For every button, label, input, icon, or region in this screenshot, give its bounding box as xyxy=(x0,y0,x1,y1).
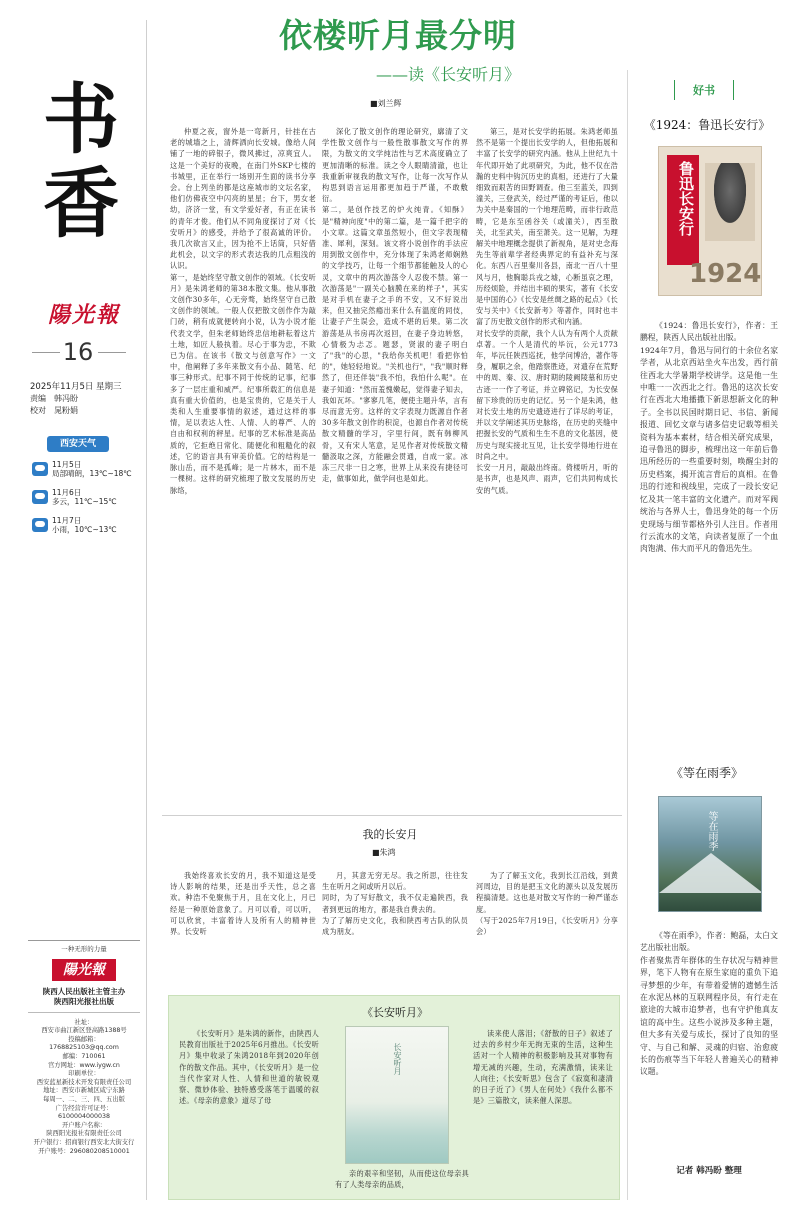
book1-description: 《1924：鲁迅长安行》，作者：王鹏程，陕西人民出版社出版。 1924年7月，鲁迅与同行的十余位名家学者，从北京西站坐火车出发，西行前往西北大学暑期学校讲学。这是他一生中唯一一次西北之行。鲁迅的这次长安行在西北大地播撒下新思想新文化的种子。全书以民国时期日记、书信、新闻报道、回忆文章与诸多信史记载等相关资料为基本素材，结合相关研究成果，追寻鲁迅的脚步，梳理出这一年前后鲁迅所经历的一些重要时刻，唤醒尘封的历史档案，揭开流言背后的真相。在鲁迅的行迹和视线里，完成了一段长安记忆及其一笔丰富的文化遗产。而对军阀统治与各界人士，鲁迅身处的每一个历史现场与细节都格外引人注目。作者用行云流水的文笔，向读者复原了一个血肉饱满、伟大而平凡的鲁迅先生。 xyxy=(640,321,778,554)
weather-day xyxy=(32,514,142,536)
article2-column-3: 为了了解玉文化，我到长江沿线，到黄河周边，目的是把玉文化的源头以及发展历程搞清楚。这也是对散文写作的一种严谨态度。 （写于2025年7月19日，《长安听月》分享会） xyxy=(476,871,618,937)
publisher-info: 社址： 西安市曲江新区登高路1388号 投稿邮箱： 1768825103@qq.com 邮编：710061 官方网址：www.iygw.cn 印刷单位： 西安蓝星新技术开发有限责任公司 地址：西安市新城区咸宁东路 每周一、二、三、四、五出版 广告经营许可证号： 6100004000038 开户账户名称： 陕西阳光报社有限责任公司 开户银行：招商银行西安北大街支行 开户账号：296080208510001 xyxy=(33,1018,135,1155)
article2-column-1: 我始终喜欢长安的月，我不知道这是受诗人影响的结果，还是出乎天性，总之喜欢。种浩不免聚焦于月，且在文化上，月已经是一种原始意象了。月可以看，可以听，可以欣赏，丰富着诗人及所有人的精神世界。长安听 xyxy=(170,871,316,937)
book2-cover-title: 等在雨季 xyxy=(706,811,717,851)
article1-column-1: 仲夏之夜，窗外是一弯新月，针挂在古老的城墙之上，清辉洒向长安城。像给人间铺了一地的碎银子，微风拂过，凉爽宜人。这是一个美好的夜晚，在南门外SKP七楼的书城里，正在举行一场别开生面的读书分享会。台上列坐的都是这座城市的文坛名家，他们仿佛夜空中闪亮的星星；台下，男女老幼，济济一堂，有文学爱好者，有正在读书的青年才俊。他们从不同角度探讨了对《长安听月》的感受，并给予了很高诚的评价。我几次欲言又止，因为抢不上话筒，只好借此机会，以文字的形式表达我的几点粗浅的认识。 第一，是始终坚守散文创作的领域。《长安听月》是朱鸿老师的第38本散文集。他从事散文创作30多年，心无旁骛，始终坚守自己散文创作的领域。一般人仅把散文创作作为敲门砖，稍有成就便转向小说，认为小说才能代表文学，但朱老师始终忠信地耕耘着这片土地，如匠人般执着。尽心于事为忠，不欺已为信。在该书《散文与创意写作》一文中，他阐释了多年来散文有小品、随笔、纪事三种形式。纪事不同于传统的记事，纪事多了一层庄重和威严。纪事所载汇的信息是真有重大价值的，也是宝贵的，它是关于人类和人生重要事情的叙述，通过这样的事情，足以表达人性、人情、人的尊严、人的自由和权利的秤星。纪事的艺术标准是高品质的，它拒绝日常化、随便化和粗糙化的叙述，它的语言具有审美价值。它的结构是一脉山岳，而不是孤峰；是一片林木，而不是一棵树。这样的研究梳理了散文发展的历史脉络， xyxy=(170,127,316,495)
issue-date: 2025年11月5日 星期三 xyxy=(30,382,122,392)
page-number: 16 xyxy=(62,338,94,366)
article1-author: ■刘兰辉 xyxy=(370,99,402,108)
book2-cover xyxy=(658,796,762,912)
intro-box-column-1: 《长安听月》是朱鸿的新作，由陕西人民教育出版社于2025年6月推出。《长安听月》集中收录了朱鸿2018年到2020年创作的散文作品。其中，《长安听月》是一位当代作家对人性、人情和世道的敏锐观察、微妙体验、独特感受落笔于温暖的叙述。《母亲的意象》道尽了母 xyxy=(179,1029,319,1106)
book1-title: 《1924：鲁迅长安行》 xyxy=(643,118,771,132)
weather-day xyxy=(32,458,142,480)
article-divider xyxy=(162,815,622,816)
editor: 责编 韩冯盼 xyxy=(30,394,78,403)
intro-book-cover xyxy=(345,1026,449,1164)
publisher-block xyxy=(28,940,140,1156)
weather-desc: 局部晴朗，13℃~18℃ xyxy=(52,469,132,478)
cloudy-icon xyxy=(32,490,48,504)
weather-desc: 小雨，10℃~13℃ xyxy=(52,525,117,534)
publisher-slogan: 一种无形的力量 xyxy=(28,940,140,954)
weather-date: 11月6日 xyxy=(52,488,82,497)
intro-box-column-3: 读来使人落泪；《舒散的日子》叙述了过去的乡村少年无拘无束的生活，这种生活对一个人精神的积极影响及其对事物有增无减的兴趣，生动，充满激情，读来让人向往；《长安听思》包含了《寂寞和凄清的日子近了》《男人在何处》《我什么都不是》三篇散文，读来催人深思。 xyxy=(473,1029,613,1106)
book1-cover-year: 1924 xyxy=(689,259,762,289)
intro-book-cover-title: 长安听月 xyxy=(393,1043,402,1075)
weather-day xyxy=(32,486,142,508)
column-title-char-1: 书 xyxy=(43,75,119,164)
column-title-char-2: 香 xyxy=(43,159,119,248)
sidebar-divider xyxy=(146,20,147,1200)
column-title xyxy=(38,75,124,248)
weather-date: 11月7日 xyxy=(52,516,82,525)
publisher-sponsor: 陕西人民出版社主管主办 陕西阳光报社出版 xyxy=(28,987,140,1013)
book1-cover xyxy=(658,146,762,296)
article2-column-2: 月，其意无穷无尽。我之所思，往往发生在听月之间或听月以后。 同时，为了写好散文，我不仅走遍陕西，我者到更远的地方，都是我自费去的。 为了了解历史文化，我和陕西考古队的队员成为朋友。 xyxy=(322,871,468,937)
intro-box xyxy=(168,995,620,1200)
paper-logo: 陽光報 xyxy=(47,302,120,328)
book1-cover-title: 鲁迅长安行 xyxy=(677,161,695,236)
article1-headline: 依楼听月最分明 xyxy=(279,16,517,55)
right-column-divider xyxy=(627,70,628,1200)
intro-box-column-2: 亲的艰辛和坚韧，从而使这位母亲具有了人类母亲的品质， xyxy=(335,1169,469,1190)
publisher-logo: 陽光報 xyxy=(52,959,116,981)
section-label: 好书 xyxy=(674,80,734,100)
page-number-rule-left xyxy=(32,352,60,353)
rain-icon xyxy=(32,518,48,532)
proofreader: 校对 晁粉娟 xyxy=(30,406,78,415)
intro-box-title: 《长安听月》 xyxy=(362,1006,428,1019)
book2-cover-mountain xyxy=(659,853,762,893)
book2-title: 《等在雨季》 xyxy=(670,766,743,780)
weather-date: 11月5日 xyxy=(52,460,82,469)
article1-column-2: 深化了散文创作的理论研究，廓清了文学性散文创作与一般性散事散文写作的界限，为散文的文学纯洁性与艺术高度确立了更加清晰的标准。读之令人眼睛清澈，也让我重新审视我的散文写作，让每一次写作从构思到语言运用都更加趋于严谨，不敢敷衍。 第二，是创作技艺的炉火纯青。《知酥》是"精神向度"中的第二篇，是一篇千把字的小文章。这篇文章虽然短小，但文字表现精准、犀利，深刻。该文将小说创作的手法应用到散文创作中，充分体现了朱鸿老师娴熟的文学技巧，让每一个细节都能触及人的心灵，文章中的两次游荡令人忍俊不禁。第一次游荡是"一副关心脑膜在来的样子"，其实是对手机在妻子之手的不安，又不好说出来，但又抽完然瘾出来什么有温度的同伎，让妻子产生误会，造成不堪的后果。第二次游荡是从书房再次返回，在妻子身边转悠，心情极为忐忑。题瑟，贤淑的妻子明白了"我"的心思，"我给你关机吧！看把你怕的"，她轻轻地说。"关机也行"，"我"顺时释然了，但还佯装"我不怕，我怕什么呢"。在妻子知道："然而羞愧嫩起，觉得妻子知去，我如瓦坏。"寥寥几笔，便使主题升华，言有尽而意无穷。这样的文字表现力既源自作者30多年散文创作的积淀，也源自作者对传统散文精髓的学习，字里行间，既有韩柳风骨，又有宋人笔意，足见作者对传统散文精髓汲取之深，方能融会贯通，自成一家。冰冻三尺非一日之寒，世界上从来没有捷径可走，做事如此，做学问也是如此。 xyxy=(322,127,468,484)
book1-cover-portrait xyxy=(705,163,755,241)
weather-label: 西安天气 xyxy=(47,436,109,452)
article2-author: ■朱鸿 xyxy=(372,848,396,857)
weather-desc: 多云，11℃~15℃ xyxy=(52,497,117,506)
book2-description: 《等在雨季》，作者：鲍磊，太白文艺出版社出版。 作者聚焦青年群体的生存状况与精神世界，笔下人物有在原生家庭的重负下追寻梦想的少年，有带着爱情的遗憾生活在水泥丛林的互联网程序员，有行走在旅途的大城市追梦者，也有守护他真友谊的高中生。这些小说涉及多种主题，但大多有关爱与成长，探讨了良知的坚守、与自己和解、灵魂的归宿、治愈疲长的伤痕等当下年轻人普遍关心的精神议题。 xyxy=(640,931,778,1077)
article1-column-3: 第三，是对长安学的拓展。朱鸿老师虽然不是第一个提出长安学的人，但他拓展和丰富了长安学的研究内涵。他从上世纪九十年代即开始了此项研究，为此，他不仅在浩瀚的史料中钩沉历史的真相，还进行了大量细致而艰苦的田野调查。他三至蓝关，四到潼关，三登武关，经过严谨的考证后，他以为关中是秦国的一个地理范畴，而非行政范畴，它是东至函谷关（或潼关），西至散关，北至武关，南至萧关。这一见解，为理解关中地理概念提供了新视角，是对史念海先生等前辈学者经典界定的有益补充与深化。东西八百里秦川各县，南北一百八十里风与月，他胸聪兵戎之墟，心断虽哀之理，历经烦险，并结出丰硕的果实，著有《长安是中国的心》《长安是丝绸之路的起点》《长安与关中》《长安新考》等著作，同时也丰富了历史散文创作的形式和内涵。 对长安学的贡献，我个人认为有两个人贡献卓著。一个人是清代的毕沅，公元1773年，毕沅任陕西巡抚，他学问博洽，著作等身，履职之余，他踏察胜迹，对遗存在荒野中的周、秦、汉、唐时期的陵阙陵墓和历史古迹一一作了考证，并立碑铭记，为长安保留下珍贵的历史的记忆。另一个是朱鸿，他对长安土地的历史遗迹进行了详尽的考证，并以文学阐述其历史脉络，在历史的夹缝中把握长安的气质和生生不息的文化基因，使历史与现实接北互见，让长安学得地行进在时尚之中。 长安一月月，敲敲出终南。倚楼听月，听的是书声，也是风声、雨声，它们共同构成长安的气质。 xyxy=(476,127,618,495)
partly-sunny-icon xyxy=(32,462,48,476)
page-number-rule-right xyxy=(98,352,126,353)
book2-credit: 记者 韩冯盼 整理 xyxy=(676,1166,742,1176)
weather-list xyxy=(32,458,142,536)
article1-subhead: ——读《长安听月》 xyxy=(375,65,520,84)
article2-headline: 我的长安月 xyxy=(362,828,418,841)
